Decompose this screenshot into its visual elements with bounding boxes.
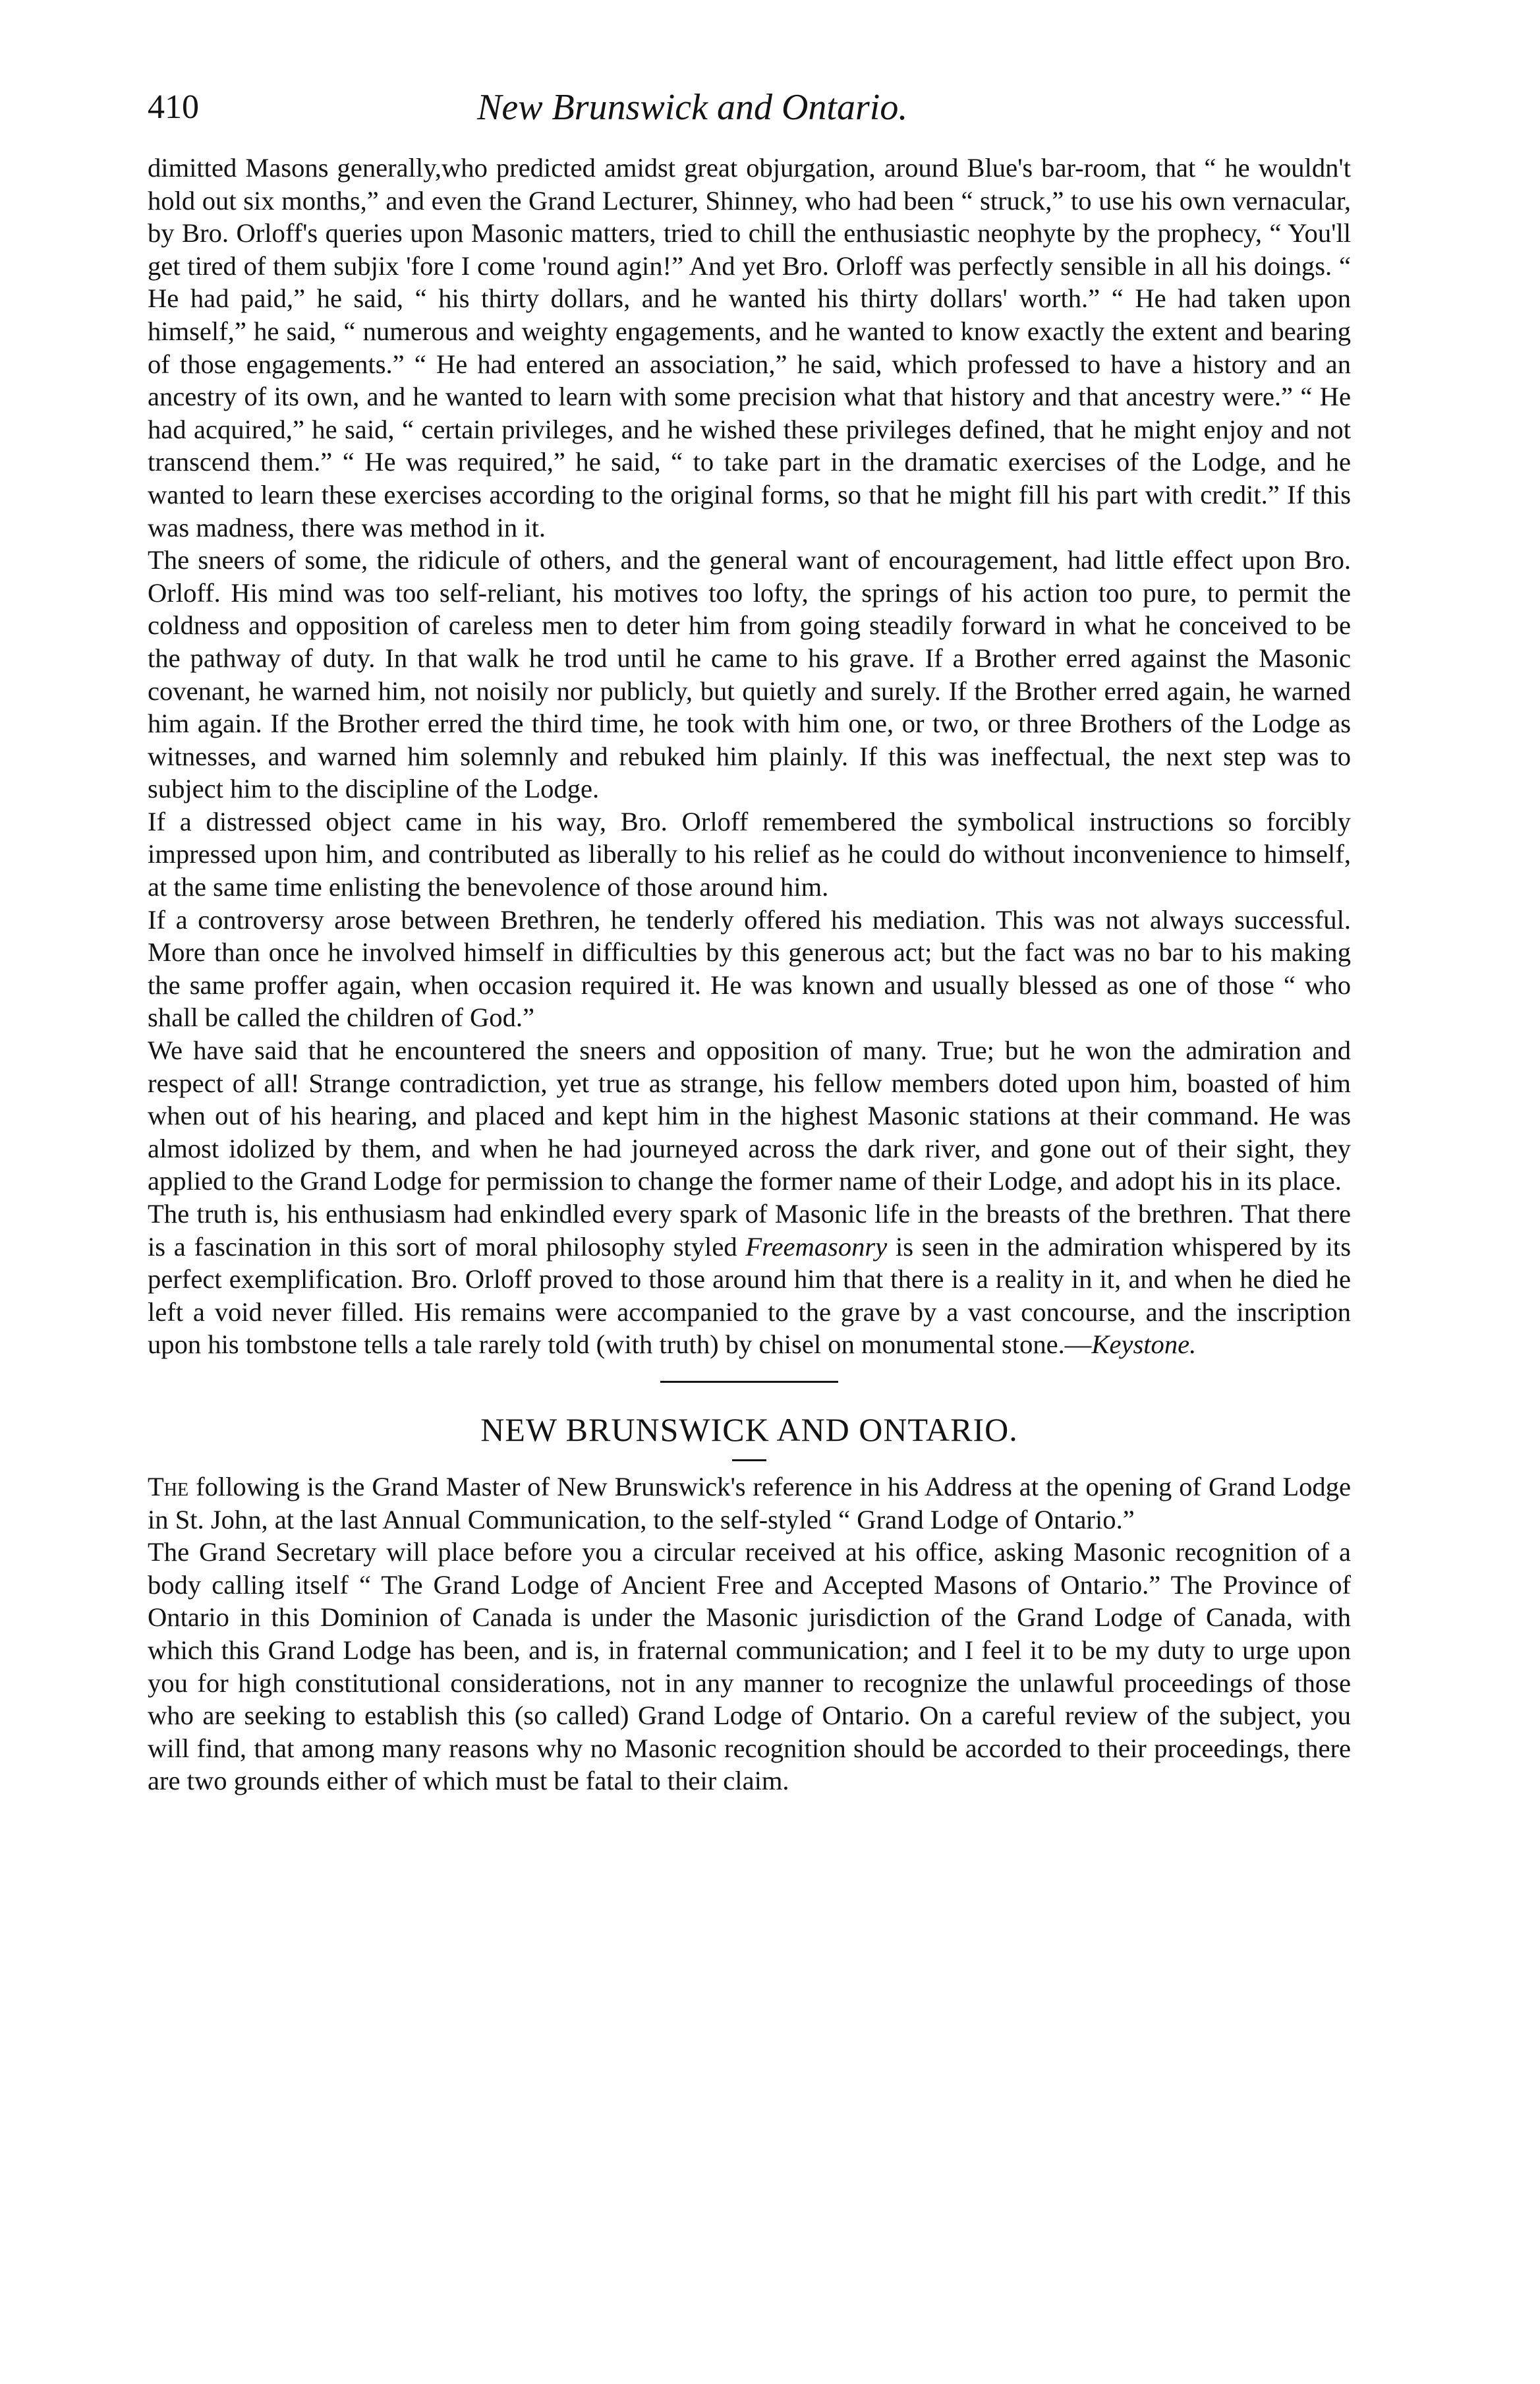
paragraph [148,1198,1351,1361]
page-number: 410 [148,88,199,126]
title-rule [732,1459,766,1461]
paragraph [148,1470,1351,1536]
page-header [148,84,1360,137]
paragraph: If a distressed object came in his way, Bro. Orloff remembered the symbolical instructions so forcibly impressed upon him, and contributed as liberally to his relief as he could do without inconvenience to himself, at the same time enlisting the benevolence of those around him. [148,806,1351,902]
paragraph: The Grand Secretary will place before you a circular received at his office, asking Masonic recognition of a body calling itself “ The Grand Lodge of Ancient Free and Accepted Masons of Ontario.” The Province of Ontario in this Dominion of Canada is under the Masonic jurisdiction of the Grand Lodge of Canada, with which this Grand Lodge has been, and is, in fraternal communication; and I feel it to be my duty to urge upon you for high constitutional considerations, not in any manner to recognize the unlawful proceedings of those who are seeking to establish this (so called) Grand Lodge of Ontario. On a careful review of the subject, you will find, that among many reasons why no Masonic recognition should be accorded to their proceedings, there are two grounds either of which must be fatal to their claim. [148,1537,1351,1796]
body-text [148,152,1351,1797]
paragraph-text: The truth is, his enthusiasm had enkindled every spark of Masonic life in the breasts of the brethren. That there is a fascination in this sort of moral philosophy styled [148,1199,1351,1262]
running-head: New Brunswick and Ontario. [477,87,908,128]
paragraph: If a controversy arose between Brethren, he tenderly offered his mediation. This was not always successful. More than once he involved himself in difficulties by this generous act; but the fact was no bar to his making the same proffer again, when occasion required it. He was known and usually blessed as one of those “ who shall be called the children of God.” [148,904,1351,1033]
paragraph-text: following is the Grand Master of New Brunswick's reference in his Address at the opening of Grand Lodge in St. John, at the last Annual Communication, to the self-styled “ Grand Lodge of Ontario.” [148,1471,1351,1534]
paragraph: The sneers of some, the ridicule of others, and the general want of encouragement, had little effect upon Bro. Orloff. His mind was too self-reliant, his motives too lofty, the springs of his action too pure, to permit the coldness and opposition of careless men to deter him from going steadily forward in what he conceived to be the pathway of duty. In that walk he trod until he came to his grave. If a Brother erred against the Masonic covenant, he warned him, not noisily nor publicly, but quietly and surely. If the Brother erred again, he warned him again. If the Brother erred the third time, he took with him one, or two, or three Brothers of the Lodge as witnesses, and warned him solemnly and rebuked him plainly. If this was ineffectual, the next step was to subject him to the discipline of the Lodge. [148,545,1351,804]
section-divider [660,1381,838,1383]
lead-word: The [148,1471,189,1501]
paragraph: dimitted Masons generally,who predicted amidst great objurgation, around Blue's bar-room, that “ he wouldn't hold out six months,” and even the Grand Lecturer, Shinney, who had been “ struck,” to use his own vernacular, by Bro. Orloff's queries upon Masonic matters, tried to chill the enthusiastic neophyte by the prophecy, “ You'll get tired of them subjix 'fore I come 'round agin!” And yet Bro. Orloff was perfectly sensible in all his doings. “ He had paid,” he said, “ his thirty dollars, and he wanted his thirty dollars' worth.” “ He had taken upon himself,” he said, “ numerous and weighty engagements, and he wanted to know exactly the extent and bearing of those engagements.” “ He had entered an association,” he said, which professed to have a history and an ancestry of its own, and he wanted to learn with some precision what that history and that ancestry were.” “ He had acquired,” he said, “ certain privileges, and he wished these privileges defined, that he might enjoy and not transcend them.” “ He was required,” he said, “ to take part in the dramatic exercises of the Lodge, and he wanted to learn these exercises according to the original forms, so that he might fill his part with credit.” If this was madness, there was method in it. [148,153,1351,542]
section-title: NEW BRUNSWICK AND ONTARIO. [480,1410,1018,1448]
paragraph: We have said that he encountered the sneers and opposition of many. True; but he won the admiration and respect of all! Strange contradiction, yet true as strange, his fellow members doted upon him, boasted of him when out of his hearing, and placed and kept him in the highest Masonic stations at their command. He was almost idolized by them, and when he had journeyed across the dark river, and gone out of their sight, they applied to the Grand Lodge for permission to change the former name of their Lodge, and adopt his in its place. [148,1035,1351,1196]
italic-term: Freemasonry [745,1231,888,1262]
paragraph-text: is seen in the admiration whispered by its perfect exemplification. Bro. Orloff proved to those around him that there is a reality in it, and when he died he left a void never filled. His remains were accompanied to the grave by a vast concourse, and the inscription upon his tombstone tells a tale rarely told (with truth) by chisel on monumental stone.— [148,1231,1351,1360]
source-credit: Keystone. [1091,1329,1197,1360]
